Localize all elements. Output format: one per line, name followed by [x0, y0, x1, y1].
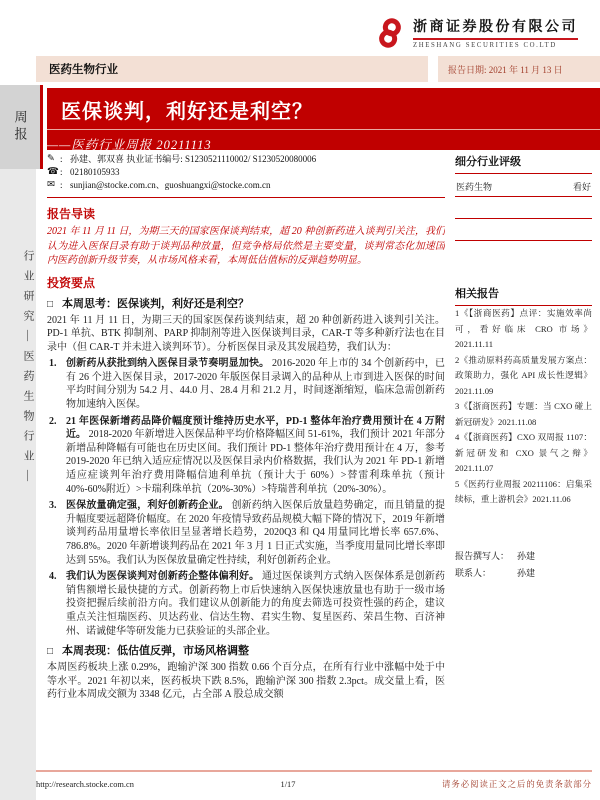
company-name-en: ZHESHANG SECURITIES CO.LTD — [413, 42, 557, 49]
list-item-lead: 创新药从获批到纳入医保目录节奏明显加快。 — [66, 358, 270, 370]
contact-name: 孙建 — [517, 567, 536, 578]
guide-paragraph: 2021 年 11 月 11 日，为期三天的国家医保谈判结束，超 20 种创新药进入谈判引关注，我们认为进入医保目录有助于谈判品种放量，但竞争格局依然是主要变量，谈判常态化加速国内医药创新升级节奏，从市场风格来看，本周低估值标的反弹趋势明显。 — [47, 226, 445, 266]
analyst-phone-row: ☎ : 02180105933 — [47, 167, 120, 177]
related-report-link[interactable]: 2《推动原料药高质量发展方案点：政策助力，强化 API 成长性逻辑》2021.11.09 — [455, 354, 592, 396]
envelope-icon: ✉ — [47, 180, 55, 190]
writer-label: 报告撰写人： — [455, 550, 510, 561]
footer-disclaimer: 请务必阅读正文之后的免责条款部分 — [441, 780, 592, 789]
rating-row — [455, 174, 592, 197]
title-divider — [47, 129, 600, 130]
company-name-block — [413, 16, 578, 49]
main-column — [47, 153, 445, 759]
footer-url-link[interactable]: http://research.stocke.com.cn — [36, 780, 134, 789]
related-report-link[interactable]: 4《【浙商医药】CXO 双周报 1107：新冠研发和 CXO 景气之辩》2021.11.07 — [455, 432, 592, 473]
list-item-lead: 我们认为医保谈判对创新药企整体偏利好。 — [66, 571, 260, 583]
think-intro-paragraph: 2021 年 11 月 11 日，为期三天的国家医保药谈判结束，超 20 种创新药进入谈判引关注。PD-1 单抗、BTK 抑制剂、PARP 抑制剂等进入医保谈判目录，CAR-T 等多种新疗法也在目录中（但 CAR-T 并未进入谈判环节）。分析医保目录及其发展趋势，我们认为： — [47, 314, 445, 353]
industry-band-gap — [428, 56, 438, 82]
list-item — [47, 499, 445, 567]
analyst-email-text[interactable]: sunjian@stocke.com.cn、guoshuangxi@stocke.com.cn — [70, 180, 271, 190]
weekly-report-tab — [0, 85, 43, 169]
think-heading-text: 本周思考：医保谈判，利好还是利空？ — [62, 297, 250, 310]
rating-section — [455, 153, 592, 241]
list-item — [47, 570, 445, 638]
list-item-text: 2018-2020 年新增进入医保品种平均价格降幅区间 51-61%，我们预计 2021 年部分新增品种降幅有可能也在历史区间。我们预计 PD-1 整体年治疗费用预计在 4 万，参考 2019-2020 年已纳入适应症情况以及医保目录内价格数据，我们认为 2021 年 PD-1 新增适应症谈判年治疗费用降幅信迪利单抗（预计大于 60%）>替雷利珠单抗（预计 40%-60%附近）>卡瑞利珠单抗（20%-30%）>特瑞普利单抗（20%-30%）。 — [66, 429, 445, 495]
writer-name: 孙建 — [517, 550, 536, 561]
list-item — [47, 415, 445, 497]
analyst-phone-text: 02180105933 — [70, 167, 120, 177]
rating-value: 看好 — [572, 182, 591, 192]
report-authors-block — [455, 548, 592, 582]
analyst-email-row: ✉ : sunjian@stocke.com.cn、guoshuangxi@stocke.com.cn — [47, 180, 271, 190]
contact-label: 联系人： — [455, 567, 492, 578]
related-report-link[interactable]: 5《医药行业周报 20211106：启集采续标，重上游机会》2021.11.06 — [455, 478, 592, 504]
title-bar — [47, 88, 600, 150]
checkbox-bullet-icon: □ — [47, 646, 54, 658]
related-report-link[interactable]: 3《【浙商医药】专题：当 CXO 碰上新冠研发》2021.11.08 — [455, 401, 592, 427]
list-item-text: 2016-2020 年上市的 34 个创新药中，已有 26 个进入医保目录，2017-2020 年版医保目录调入的品种从上市到进入医保的时间平均时间分别为 54.2 月、44.0 月、28.4 月和 21.2 月，时间逐渐缩短，临床急需创新药物加速纳入医保。 — [66, 358, 445, 411]
industry-name: 医药生物行业 — [36, 56, 428, 82]
rating-industry-name: 医药生物 — [456, 182, 493, 192]
think-heading — [47, 295, 445, 311]
page-footer — [36, 770, 592, 790]
contact-row — [455, 565, 592, 582]
phone-icon: ☎ — [47, 167, 59, 177]
list-item-text: 通过医保谈判方式纳入医保体系是创新药销售额增长最快捷的方式。创新药物上市后快速纳入医保快速放量也有助于一级市场投资把握后续前沿方向。我们建议从创新能力的角度去筛选可投资性强的药企，建议重点关注恒瑞医药、贝达药业、信达生物、君实生物、复星医药、荣昌生物、百济神州、诺诚健华等研发能力已获验证的头部企业。 — [66, 571, 445, 637]
list-item-lead: 医保放量确定强，利好创新药企业。 — [66, 500, 229, 512]
rating-row-empty — [455, 219, 592, 241]
company-name-cn: 浙商证券股份有限公司 — [413, 16, 578, 40]
related-report-link[interactable]: 1《【浙商医药】点评：实施效率尚可，看好临床 CRO 市场》2021.11.11 — [455, 308, 592, 349]
pen-icon: ✎ — [47, 154, 55, 164]
list-item-lead: 21 年医保新增药品降价幅度预计维持历史水平，PD-1 整体年治疗费用预计在 4 万附近。 — [66, 415, 445, 441]
rating-row-empty — [455, 197, 592, 219]
writer-row — [455, 548, 592, 565]
week-paragraph: 本周医药板块上涨 0.29%，跑输沪深 300 指数 0.66 个百分点，在所有行业中涨幅中处于中等水平。2021 年初以来，医药板块下跌 8.5%，跑输沪深 300 指数 2.3pct。成交量上看，医药行业本周成交额为 3348 亿元，占全部 A 股总成交额 — [47, 662, 445, 701]
highlights-section-title: 投资要点 — [47, 275, 96, 290]
industry-band — [36, 56, 600, 82]
vertical-category-label: 行业研究—医药生物行业— — [22, 250, 34, 490]
report-date: 报告日期: 2021 年 11 月 13 日 — [438, 56, 600, 82]
week-heading-text: 本周表现：低估值反弹，市场风格调整 — [62, 645, 250, 658]
related-reports-section — [455, 285, 592, 508]
side-column — [455, 153, 592, 582]
report-title: 医保谈判，利好还是利空？ — [61, 101, 313, 123]
list-item-text: 创新药纳入医保后放量趋势确定，而且销量的提升幅度要远超降价幅度。在 2020 年疫情导致药品规模大幅下降的情况下，2019 年新增谈判药品用量增长率依旧呈显著增长趋势，2020Q3 和 Q4 用量同比增长率 657.6%、786.8%。2020 年新增谈判药品在 2021 年 3 月 1 日正式实施，当季度用量同比增长率即达到 55%。我们认为医保放量确定性持续，利好创新药企业。 — [66, 500, 445, 566]
week-heading — [47, 642, 445, 658]
page-number: 1/17 — [280, 780, 296, 789]
list-item-number: 1. — [49, 358, 57, 370]
list-item-number: 2. — [49, 415, 57, 427]
company-logo — [373, 16, 578, 50]
analyst-info-block — [47, 153, 445, 198]
weekly-report-tab-label: 周报 — [12, 110, 28, 144]
list-item-number: 3. — [49, 500, 57, 512]
analyst-authors-row: ✎ : 孙建、郭双喜 执业证书编号: S1230521110002/ S1230520080006 — [47, 154, 317, 164]
report-subtitle: ——医药行业周报 20211113 — [47, 138, 212, 152]
list-item-number: 4. — [49, 571, 57, 583]
guide-section-title: 报告导读 — [47, 207, 96, 221]
analyst-authors-text: 孙建、郭双喜 执业证书编号: S1230521110002/ S1230520080006 — [70, 154, 317, 164]
rating-section-title: 细分行业评级 — [455, 153, 592, 174]
related-reports-title: 相关报告 — [455, 285, 592, 306]
zheshang-knot-icon — [373, 16, 407, 50]
checkbox-bullet-icon: □ — [47, 298, 54, 310]
list-item — [47, 357, 445, 411]
